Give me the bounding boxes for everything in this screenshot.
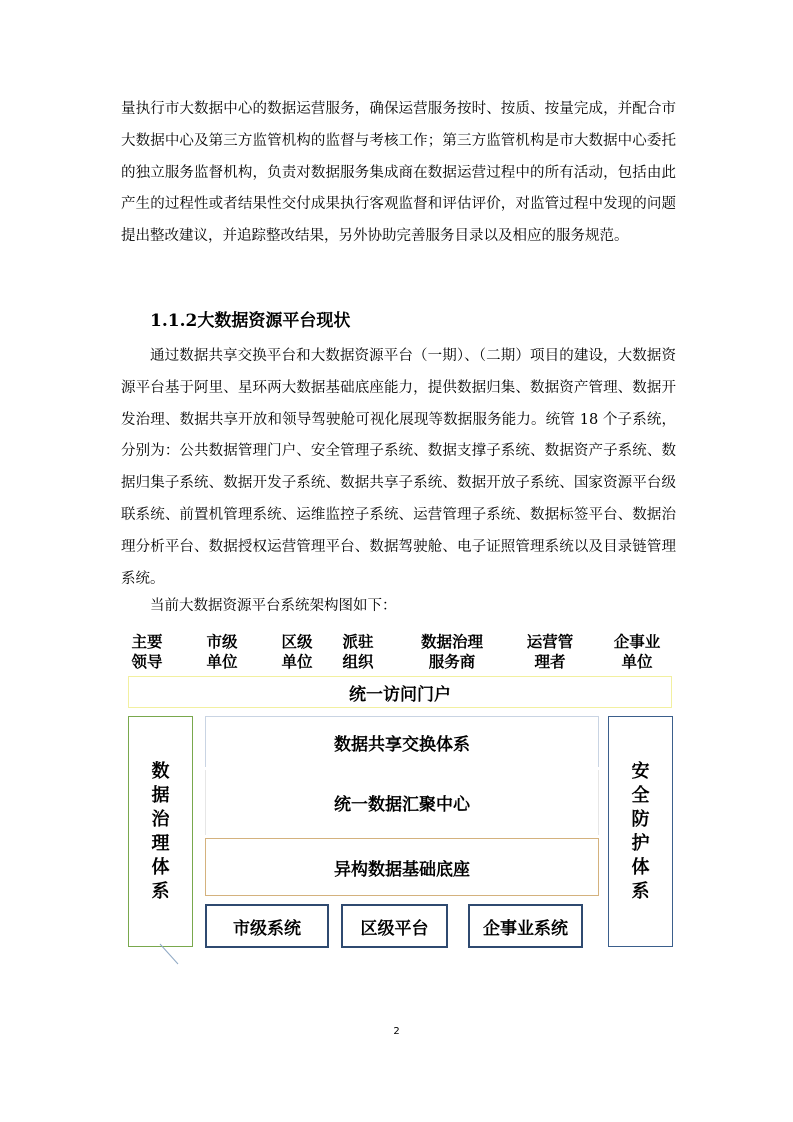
data-sharing-layer: 数据共享交换体系 [205, 716, 599, 767]
role-line: 组织 [342, 653, 374, 671]
role-line: 派驻 [342, 633, 374, 651]
city-system-box: 市级系统 [205, 904, 329, 948]
role-label [518, 632, 582, 672]
role-line: 企事业 [613, 633, 661, 651]
data-foundation-layer: 异构数据基础底座 [205, 838, 599, 896]
role-label [605, 632, 669, 672]
architecture-diagram [120, 630, 680, 970]
unified-portal-box: 统一访问门户 [128, 676, 672, 708]
role-line: 区级 [281, 633, 313, 651]
paragraph-2: 通过数据共享交换平台和大数据资源平台（一期）、（二期）项目的建设，大数据资源平台基于阿里、星环两大数据基础底座能力，提供数据归集、数据资产管理、数据开发治理、数据共享开放和领导驾驶舱可视化展现等数据服务能力。统管 18 个子系统，分别为：公共数据管理门户、安全管理子系统、数据支撑子系统、数据资产子系统、数据归集子系统、数据开发子系统、数据共享子系统、数据开放子系统、国家资源平台级联系统、前置机管理系统、运维监控子系统、运营管理子系统、数据标签平台、数据治理分析平台、数据授权运营管理平台、数据驾驶舱、电子证照管理系统以及目录链管理系统。 [121, 348, 676, 587]
role-line: 单位 [206, 653, 238, 671]
role-line: 数据治理 [420, 633, 483, 651]
enterprise-system-box: 企事业系统 [468, 904, 583, 948]
role-label [197, 632, 247, 672]
data-governance-column [128, 716, 193, 947]
role-label [122, 632, 172, 672]
role-line: 领导 [131, 653, 163, 671]
role-line: 主要 [131, 633, 163, 651]
role-line: 市级 [206, 633, 238, 651]
role-label [272, 632, 322, 672]
data-aggregation-layer: 统一数据汇聚中心 [205, 770, 599, 835]
role-line: 单位 [281, 653, 313, 671]
section-heading: 1.1.2大数据资源平台现状 [150, 311, 351, 331]
district-platform-box: 区级平台 [341, 904, 448, 948]
role-line: 单位 [621, 653, 653, 671]
role-label [333, 632, 383, 672]
role-line: 运营管 [526, 633, 574, 651]
security-column [608, 716, 673, 947]
role-line: 服务商 [428, 653, 476, 671]
right-column-label: 安全防护体系 [631, 760, 650, 902]
role-label [412, 632, 492, 672]
figure-intro: 当前大数据资源平台系统架构图如下： [150, 598, 397, 614]
role-line: 理者 [534, 653, 566, 671]
left-column-label: 数据治理体系 [151, 760, 170, 902]
paragraph-1: 量执行市大数据中心的数据运营服务，确保运营服务按时、按质、按量完成，并配合市大数据中心及第三方监管机构的监督与考核工作；第三方监管机构是市大数据中心委托的独立服务监督机构，负责对数据服务集成商在数据运营过程中的所有活动，包括由此产生的过程性或者结果性交付成果执行客观监督和评估评价，对监管过程中发现的问题提出整改建议，并追踪整改结果，另外协助完善服务目录以及相应的服务规范。 [121, 101, 676, 245]
page-number: 2 [393, 1026, 400, 1037]
connector-line [158, 942, 182, 968]
